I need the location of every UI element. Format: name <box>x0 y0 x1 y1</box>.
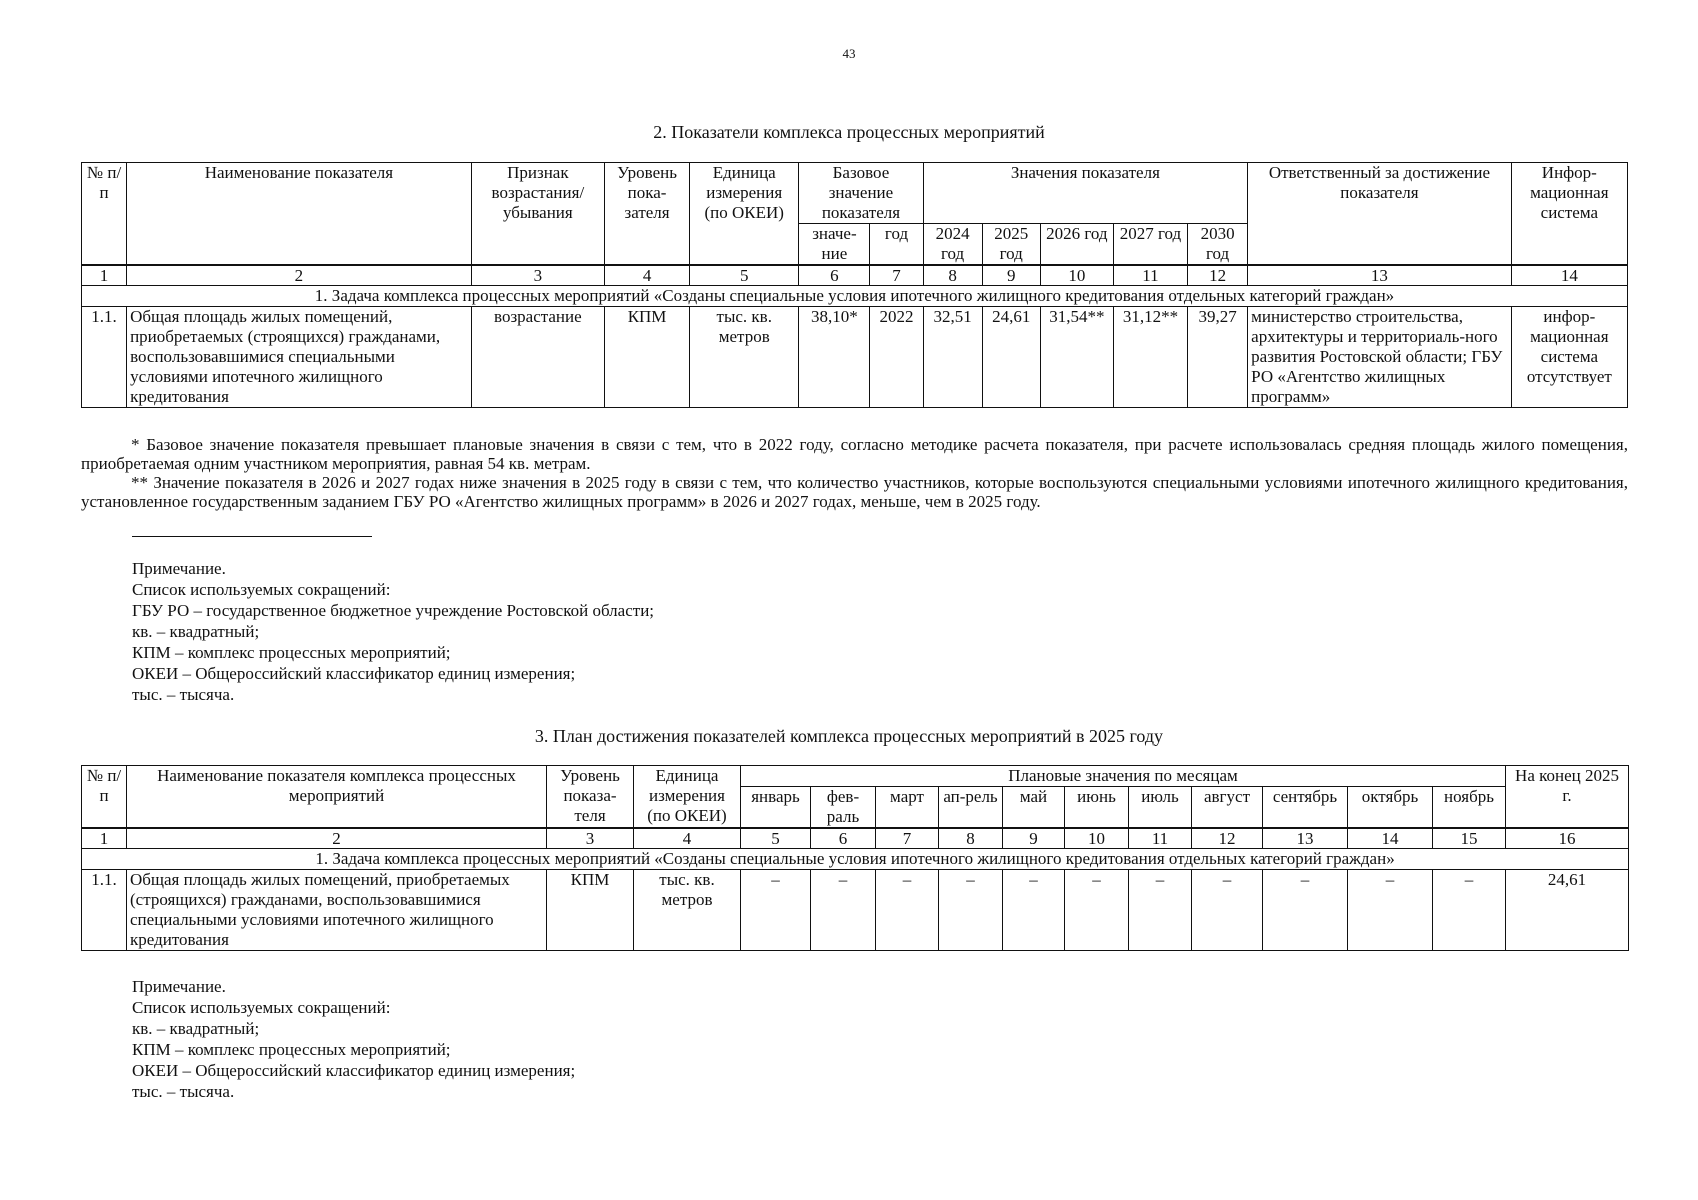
header-unit: Единица измерения (по ОКЕИ) <box>690 163 799 266</box>
column-number: 7 <box>870 265 923 286</box>
row-num: 1.1. <box>82 870 127 951</box>
column-number: 3 <box>547 828 634 849</box>
note-item: тыс. – тысяча. <box>132 1082 235 1101</box>
note-item: ГБУ РО – государственное бюджетное учреждение Ростовской области; <box>132 601 655 620</box>
header-level: Уровень пока-зателя <box>604 163 689 266</box>
note-item: кв. – квадратный; <box>132 1019 260 1038</box>
note-list-title: Список используемых сокращений: <box>132 580 391 599</box>
header-year: 2030 год <box>1188 224 1248 266</box>
header-year: 2024 год <box>923 224 982 266</box>
column-number-row <box>82 828 1629 849</box>
row-unit: тыс. кв. метров <box>690 307 799 408</box>
note-item: ОКЕИ – Общероссийский классификатор единиц измерения; <box>132 664 576 683</box>
column-number: 3 <box>471 265 604 286</box>
footnote: ** Значение показателя в 2026 и 2027 годах ниже значения в 2025 году в связи с тем, что количество участников, которые воспользуются специальными условиями ипотечного жилищного кредитования, установленное государственным заданием ГБУ РО «Агентство жилищных программ» в 2026 и 2027 годах, меньше, чем в 2025 году. <box>81 473 1628 511</box>
column-number: 2 <box>127 265 472 286</box>
row-infosys: инфор-мационная система отсутствует <box>1511 307 1627 408</box>
column-number: 1 <box>82 828 127 849</box>
task-title: 1. Задача комплекса процессных мероприятий «Созданы специальные условия ипотечного жилищного кредитования отдельных категорий граждан» <box>82 286 1628 307</box>
header-year: 2025 год <box>982 224 1040 266</box>
header-row <box>82 766 1629 787</box>
header-month: ноябрь <box>1433 787 1506 829</box>
note-list-title: Список используемых сокращений: <box>132 998 391 1017</box>
header-num: № п/п <box>82 766 127 829</box>
header-base-year: год <box>870 224 923 266</box>
monthly-plan-table <box>81 765 1629 951</box>
row-base-value: 38,10* <box>799 307 870 408</box>
header-month: июнь <box>1065 787 1129 829</box>
row-value-2030: 39,27 <box>1188 307 1248 408</box>
row-value-2027: 31,12** <box>1113 307 1187 408</box>
header-month: август <box>1192 787 1263 829</box>
column-number: 12 <box>1192 828 1263 849</box>
header-year: 2026 год <box>1040 224 1113 266</box>
row-month-value: – <box>741 870 811 951</box>
header-year: 2027 год <box>1113 224 1187 266</box>
footnote: * Базовое значение показателя превышает плановые значения в связи с тем, что в 2022 году, согласно методике расчета показателя, при расчете использовалась средняя площадь жилого помещения, приобретаемая одним участником мероприятия, равная 54 кв. метрам. <box>81 435 1628 473</box>
task-row <box>82 286 1628 307</box>
abbreviations-note <box>132 976 575 1102</box>
row-month-value: – <box>1433 870 1506 951</box>
header-responsible: Ответственный за достижение показателя <box>1248 163 1512 266</box>
row-value-2026: 31,54** <box>1040 307 1113 408</box>
header-infosys: Инфор-мационная система <box>1511 163 1627 266</box>
row-level: КПМ <box>604 307 689 408</box>
column-number: 4 <box>634 828 741 849</box>
row-month-value: – <box>1263 870 1348 951</box>
column-number: 6 <box>811 828 876 849</box>
indicators-table <box>81 162 1628 408</box>
row-value-2025: 24,61 <box>982 307 1040 408</box>
row-level: КПМ <box>547 870 634 951</box>
header-month: март <box>876 787 939 829</box>
section2-title: 2. Показатели комплекса процессных мероприятий <box>653 122 1045 142</box>
column-number: 14 <box>1511 265 1627 286</box>
column-number: 1 <box>82 265 127 286</box>
row-month-value: – <box>1065 870 1129 951</box>
column-number: 10 <box>1065 828 1129 849</box>
row-base-year: 2022 <box>870 307 923 408</box>
header-month: фев-раль <box>811 787 876 829</box>
task-title: 1. Задача комплекса процессных мероприятий «Созданы специальные условия ипотечного жилищного кредитования отдельных категорий граждан» <box>82 849 1629 870</box>
header-trend: Признак возрастания/ убывания <box>471 163 604 266</box>
header-month: июль <box>1129 787 1192 829</box>
column-number: 5 <box>741 828 811 849</box>
header-month: май <box>1003 787 1065 829</box>
row-trend: возрастание <box>471 307 604 408</box>
header-base-value: значе-ние <box>799 224 870 266</box>
note-heading: Примечание. <box>132 559 226 578</box>
row-year-end: 24,61 <box>1506 870 1629 951</box>
row-responsible: министерство строительства, архитектуры и территориаль-ного развития Ростовской области; ГБУ РО «Агентство жилищных программ» <box>1248 307 1512 408</box>
header-num: № п/п <box>82 163 127 266</box>
column-number: 8 <box>923 265 982 286</box>
column-number: 7 <box>876 828 939 849</box>
column-number: 9 <box>1003 828 1065 849</box>
column-number: 14 <box>1348 828 1433 849</box>
table-row <box>82 307 1628 408</box>
row-month-value: – <box>811 870 876 951</box>
column-number: 5 <box>690 265 799 286</box>
header-month: ап-рель <box>939 787 1003 829</box>
column-number-row <box>82 265 1628 286</box>
column-number: 2 <box>127 828 547 849</box>
header-base: Базовое значение показателя <box>799 163 923 224</box>
row-month-value: – <box>939 870 1003 951</box>
column-number: 11 <box>1113 265 1187 286</box>
page-number: 43 <box>842 46 856 61</box>
row-month-value: – <box>1192 870 1263 951</box>
header-month: октябрь <box>1348 787 1433 829</box>
note-item: кв. – квадратный; <box>132 622 260 641</box>
column-number: 9 <box>982 265 1040 286</box>
row-month-value: – <box>1348 870 1433 951</box>
note-heading: Примечание. <box>132 977 226 996</box>
column-number: 13 <box>1248 265 1512 286</box>
column-number: 15 <box>1433 828 1506 849</box>
column-number: 4 <box>604 265 689 286</box>
section3-title: 3. План достижения показателей комплекса процессных мероприятий в 2025 году <box>534 726 1164 746</box>
header-month: сентябрь <box>1263 787 1348 829</box>
header-level: Уровень показа-теля <box>547 766 634 829</box>
header-unit: Единица измерения (по ОКЕИ) <box>634 766 741 829</box>
row-unit: тыс. кв. метров <box>634 870 741 951</box>
footnotes <box>81 435 1628 511</box>
row-month-value: – <box>1129 870 1192 951</box>
row-month-value: – <box>1003 870 1065 951</box>
column-number: 16 <box>1506 828 1629 849</box>
footnote-divider <box>132 536 372 537</box>
header-name: Наименование показателя комплекса процессных мероприятий <box>127 766 547 829</box>
note-item: ОКЕИ – Общероссийский классификатор единиц измерения; <box>132 1061 576 1080</box>
header-values: Значения показателя <box>923 163 1248 224</box>
row-month-value: – <box>876 870 939 951</box>
row-name: Общая площадь жилых помещений, приобретаемых (строящихся) гражданами, воспользовавшимися специальными условиями ипотечного жилищного кредитования <box>127 307 472 408</box>
note-item: КПМ – комплекс процессных мероприятий; <box>132 1040 451 1059</box>
note-item: КПМ – комплекс процессных мероприятий; <box>132 643 451 662</box>
column-number: 13 <box>1263 828 1348 849</box>
row-num: 1.1. <box>82 307 127 408</box>
column-number: 10 <box>1040 265 1113 286</box>
header-row <box>82 163 1628 224</box>
row-value-2024: 32,51 <box>923 307 982 408</box>
note-item: тыс. – тысяча. <box>132 685 235 704</box>
header-name: Наименование показателя <box>127 163 472 266</box>
header-year-end: На конец 2025 г. <box>1506 766 1629 829</box>
abbreviations-note <box>132 558 654 705</box>
header-month: январь <box>741 787 811 829</box>
column-number: 12 <box>1188 265 1248 286</box>
row-name: Общая площадь жилых помещений, приобретаемых (строящихся) гражданами, воспользовавшимися специальными условиями ипотечного жилищного кредитования <box>127 870 547 951</box>
table-row <box>82 870 1629 951</box>
task-row <box>82 849 1629 870</box>
header-monthly: Плановые значения по месяцам <box>741 766 1506 787</box>
column-number: 6 <box>799 265 870 286</box>
column-number: 8 <box>939 828 1003 849</box>
column-number: 11 <box>1129 828 1192 849</box>
